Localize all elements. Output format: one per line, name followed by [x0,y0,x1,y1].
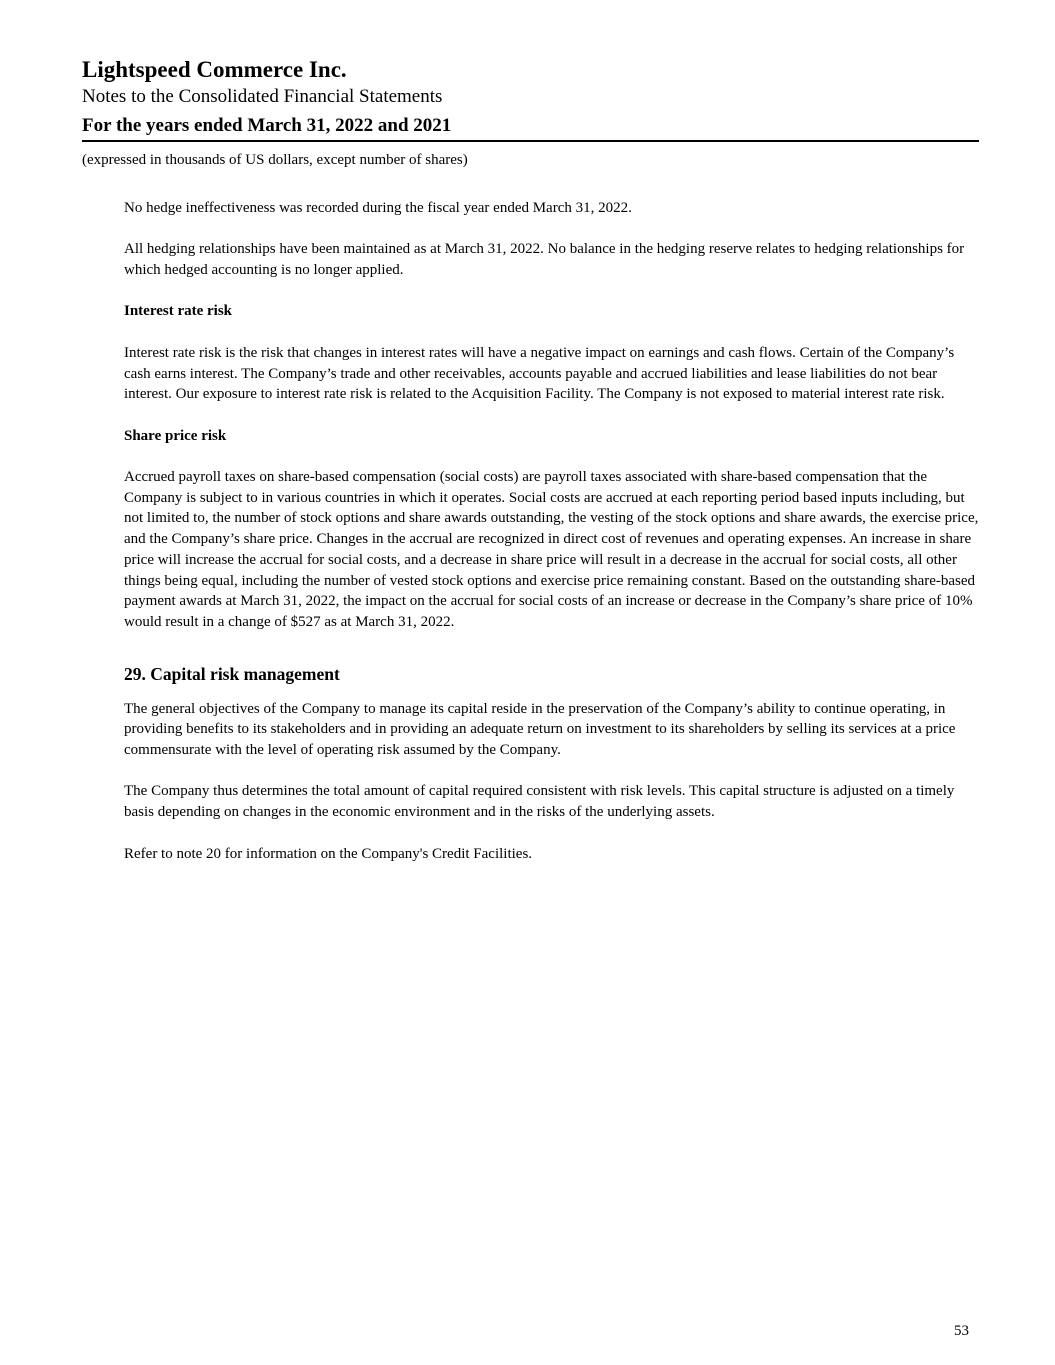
document-header [82,56,979,170]
units-note: (expressed in thousands of US dollars, except number of shares) [82,152,468,168]
capital-structure-paragraph: The Company thus determines the total amount of capital required consistent with risk levels. This capital structure is adjusted on a timely basis depending on changes in the economic environment and in the risks of the underlying assets. [124,783,955,821]
share-price-risk-paragraph: Accrued payroll taxes on share-based compensation (social costs) are payroll taxes associated with share-based compensation that the Company is subject to in various countries in which it operates. Social costs are accrued at each reporting period based inputs including, but not limited to, the number of stock options and share awards outstanding, the vesting of the stock options and share awards, the exercise price, and the Company’s share price. Changes in the accrual are recognized in direct cost of revenues and operating expenses. An increase in share price will increase the accrual for social costs, and a decrease in share price will result in a decrease in the accrual for social costs, all other things being equal, including the number of vested stock options and exercise price remaining constant. Based on the outstanding share-based payment awards at March 31, 2022, the impact on the accrual for social costs of an increase or decrease in the Company’s share price of 10% would result in a change of $527 as at March 31, 2022. [124,469,979,630]
capital-risk-management-heading: 29. Capital risk management [124,663,340,684]
notes-body [124,198,980,885]
interest-rate-risk-heading: Interest rate risk [124,303,233,320]
reporting-period: For the years ended March 31, 2022 and 2021 [82,113,979,142]
share-price-risk-heading: Share price risk [124,427,227,444]
page-number: 53 [954,1323,969,1339]
credit-facilities-reference: Refer to note 20 for information on the Company's Credit Facilities. [124,845,533,862]
hedge-ineffectiveness-paragraph: No hedge ineffectiveness was recorded during the fiscal year ended March 31, 2022. [124,200,632,216]
interest-rate-risk-paragraph: Interest rate risk is the risk that changes in interest rates will have a negative impact on earnings and cash flows. Certain of the Company’s cash earns interest. The Company’s trade and other receivables, accounts payable and accrued liabilities and lease liabilities do not bear interest. Our exposure to interest rate risk is related to the Acquisition Facility. The Company is not exposed to material interest rate risk. [124,344,955,403]
hedging-relationships-paragraph: All hedging relationships have been maintained as at March 31, 2022. No balance in the hedging reserve relates to hedging relationships for which hedged accounting is no longer applied. [124,241,965,279]
company-name: Lightspeed Commerce Inc. [82,57,347,82]
document-subtitle: Notes to the Consolidated Financial Statements [82,86,443,107]
capital-objectives-paragraph: The general objectives of the Company to manage its capital reside in the preservation of the Company’s ability to continue operating, in providing benefits to its stakeholders and in providing an adequate return on investment to its shareholders by selling its services at a price commensurate with the level of operating risk assumed by the Company. [124,700,956,759]
